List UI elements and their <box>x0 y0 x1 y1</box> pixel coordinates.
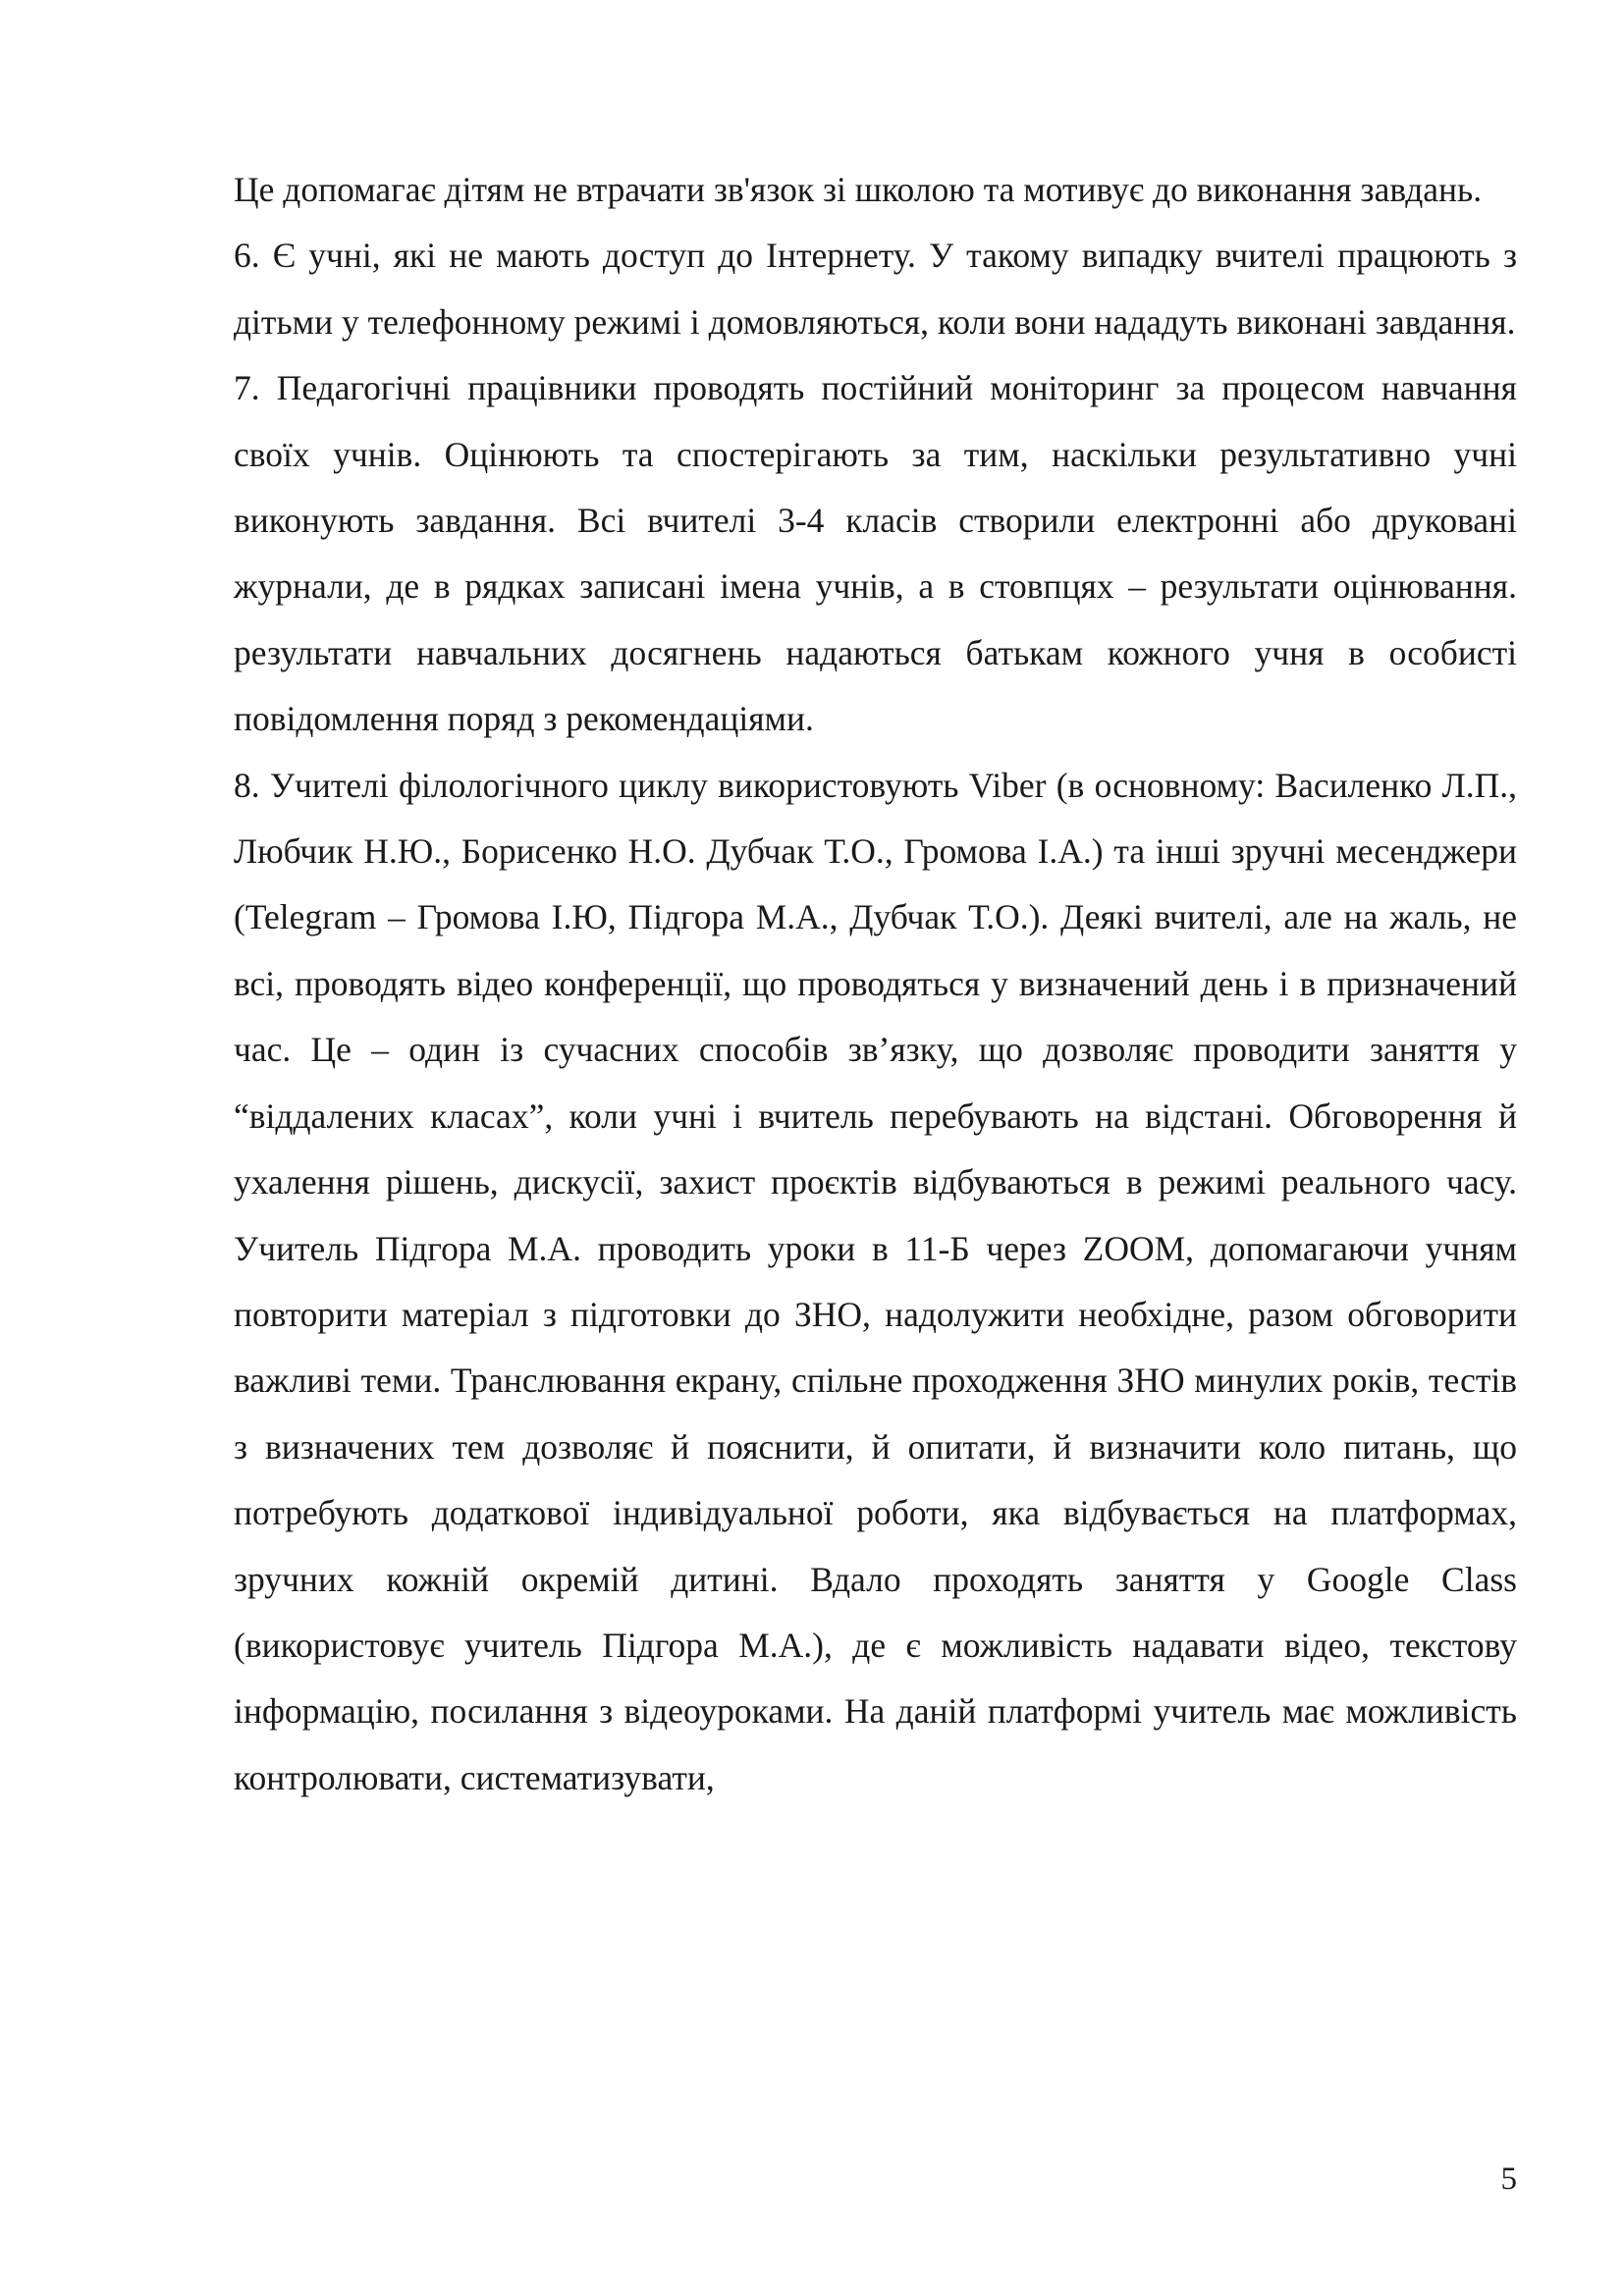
page-number: 5 <box>1500 2162 1517 2197</box>
paragraph-item-6: 6. Є учні, які не мають доступ до Інтернету. У такому випадку вчителі працюють з дітьми у телефонному режимі і домовляються, коли вони нададуть виконані завдання. <box>234 236 1517 342</box>
paragraph-continuation: Це допомагає дітям не втрачати зв'язок зі школою та мотивує до виконання завдань. <box>234 170 1483 209</box>
paragraph-item-7: 7. Педагогічні працівники проводять постійний моніторинг за процесом навчання своїх учнів. Оцінюють та спостерігають за тим, наскільки результативно учні виконують завдання. Всі вчителі 3-4 класів створили електронні або друковані журнали, де в рядках записані імена учнів, а в стовпцях – результати оцінювання. результати навчальних досягнень надаються батькам кожного учня в особисті повідомлення поряд з рекомендаціями. <box>234 368 1517 739</box>
page-body <box>234 157 1517 1811</box>
paragraph-item-8: 8. Учителі філологічного циклу використовують Viber (в основному: Василенко Л.П., Любчик Н.Ю., Борисенко Н.О. Дубчак Т.О., Громова І.А.) та інші зручні месенджери (Telegram – Громова І.Ю, Підгора М.А., Дубчак Т.О.). Деякі вчителі, але на жаль, не всі, проводять відео конференції, що проводяться у визначений день і в призначений час. Це – один із сучасних способів зв’язку, що дозволяє проводити заняття у “віддалених класах”, коли учні і вчитель перебувають на відстані. Обговорення й ухалення рішень, дискусії, захист проєктів відбуваються в режимі реального часу. Учитель Підгора М.А. проводить уроки в 11-Б через ZOOM, допомагаючи учням повторити матеріал з підготовки до ЗНО, надолужити необхідне, разом обговорити важливі теми. Транслювання екрану, спільне проходження ЗНО минулих років, тестів з визначених тем дозволяє й пояснити, й опитати, й визначити коло питань, що потребують додаткової індивідуальної роботи, яка відбувається на платформах, зручних кожній окремій дитині. Вдало проходять заняття у Google Class (використовує учитель Підгора М.А.), де є можливість надавати відео, текстову інформацію, посилання з відеоуроками. На даній платформі учитель має можливість контролювати, систематизувати, <box>234 765 1517 1797</box>
